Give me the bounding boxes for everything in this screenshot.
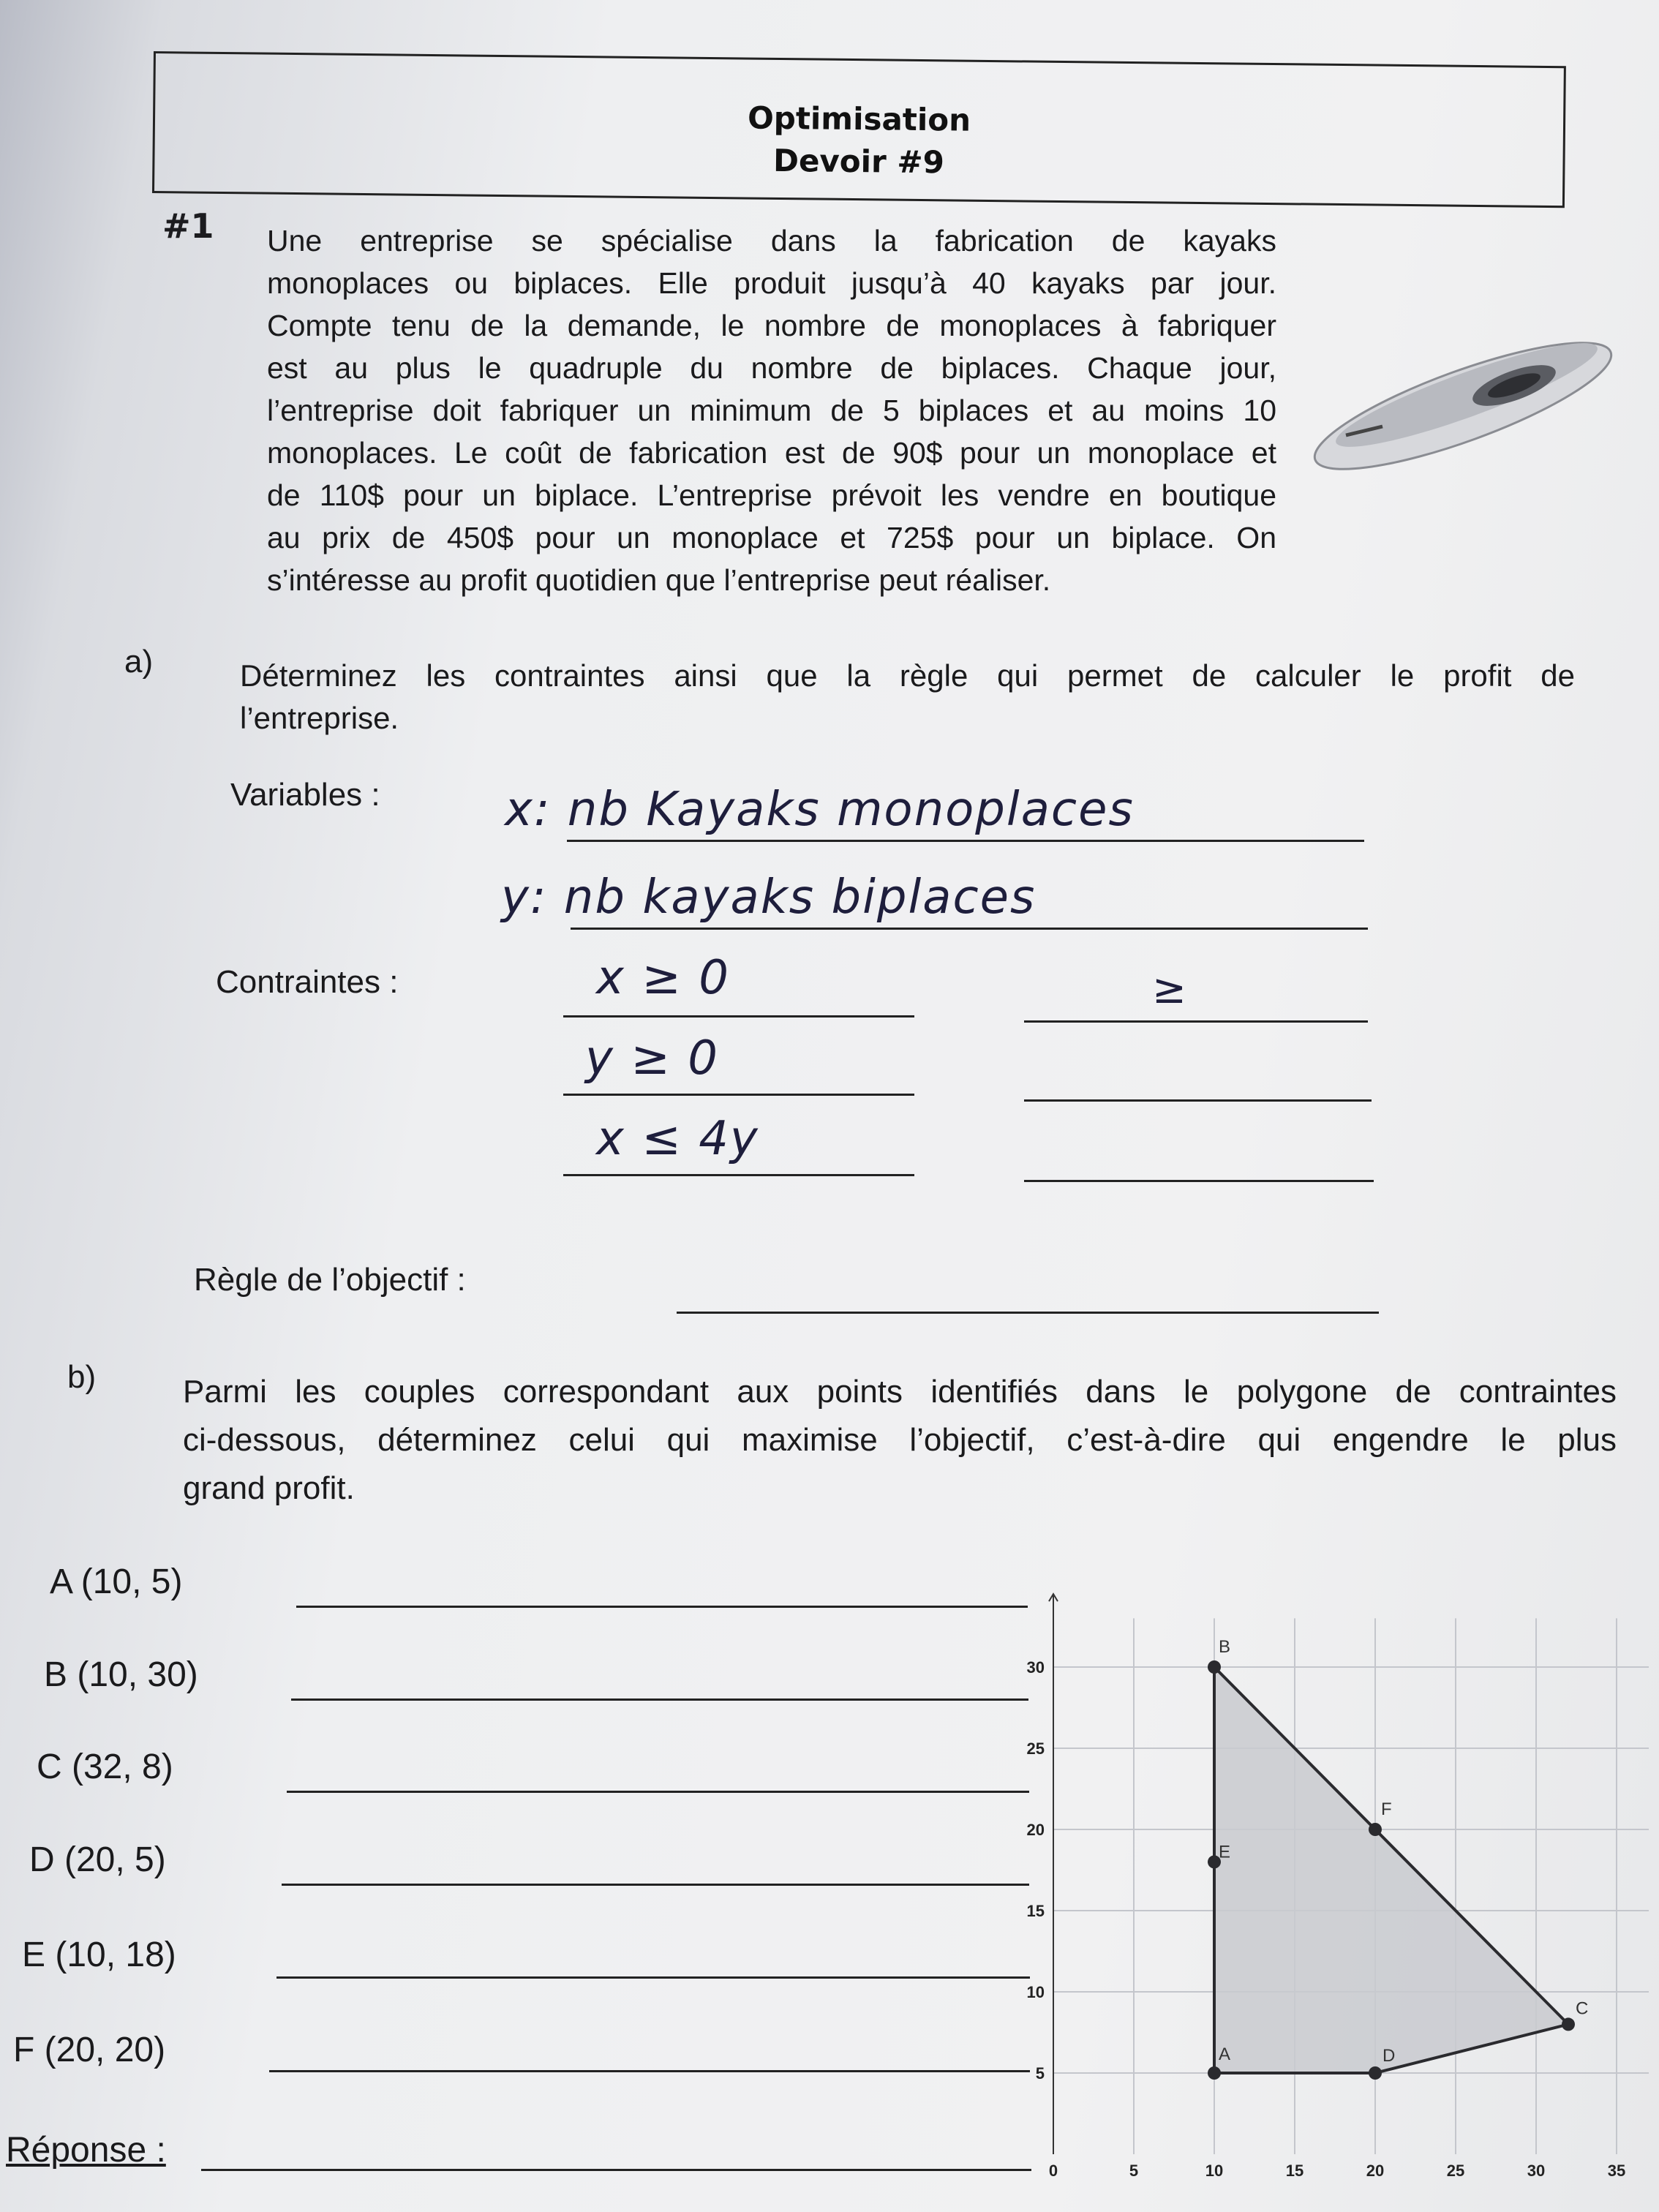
part-b-question-line: ci-dessous, déterminez celui qui maximise l’objectif, c’est-à-dire qui engendre le plus: [183, 1422, 1617, 1458]
variable-x-answer[interactable]: x: nb Kayaks monoplaces: [505, 783, 1135, 837]
point-label-d: D: [1382, 2046, 1396, 2066]
problem-number: #1: [162, 206, 214, 246]
point-c: [1562, 2017, 1575, 2031]
chart-polygon: [1214, 1667, 1568, 2073]
point-label-f: F: [1381, 1799, 1392, 1819]
y-tick-label: 5: [1035, 2064, 1045, 2083]
point-d-label: D (20, 5): [29, 1840, 166, 1879]
constraint-blank: [563, 1174, 914, 1176]
constraint-blank: [563, 1094, 914, 1096]
point-c-label: C (32, 8): [37, 1748, 173, 1786]
point-d-blank[interactable]: [282, 1884, 1029, 1886]
point-label-a: A: [1219, 2044, 1231, 2064]
point-d: [1369, 2066, 1382, 2080]
constraint-blank: [1024, 1099, 1372, 1102]
y-tick-label: 10: [1026, 1983, 1045, 2001]
y-tick-label: 25: [1026, 1739, 1045, 1758]
x-tick-label: 10: [1205, 2162, 1224, 2180]
point-label-b: B: [1219, 1637, 1231, 1657]
point-label-c: C: [1576, 1998, 1589, 2019]
point-f-label: F (20, 20): [13, 2031, 166, 2069]
point-b: [1208, 1660, 1221, 1674]
problem-line: de 110$ pour un biplace. L’entreprise prévoit les vendre en boutique: [267, 478, 1276, 512]
page-title: Optimisation: [747, 99, 971, 138]
variable-y-blank: [571, 928, 1368, 930]
objective-label: Règle de l’objectif :: [194, 1262, 466, 1298]
title-box: [152, 51, 1566, 208]
problem-line: l’entreprise doit fabriquer un minimum de 5 biplaces et au moins 10: [267, 394, 1276, 427]
part-a-question-line: Déterminez les contraintes ainsi que la règle qui permet de calculer le profit de: [240, 658, 1575, 693]
part-a-letter: a): [124, 644, 154, 680]
problem-line: monoplaces. Le coût de fabrication est de 90$ pour un monoplace et: [267, 436, 1276, 470]
problem-line: au prix de 450$ pour un monoplace et 725$ pour un biplace. On: [267, 521, 1276, 554]
constraint-answer-3[interactable]: x ≤ 4y: [596, 1112, 759, 1166]
x-tick-label: 30: [1527, 2162, 1546, 2180]
point-f: [1369, 1823, 1382, 1836]
problem-line: Compte tenu de la demande, le nombre de monoplaces à fabriquer: [267, 309, 1276, 342]
y-tick-label: 30: [1026, 1658, 1045, 1677]
x-tick-label: 5: [1129, 2162, 1139, 2180]
answer-label: Réponse :: [6, 2131, 166, 2170]
part-a-question: [240, 655, 1575, 740]
x-tick-label: 0: [1048, 2162, 1058, 2180]
point-b-label: B (10, 30): [44, 1655, 198, 1694]
point-e-blank[interactable]: [276, 1976, 1030, 1979]
constraint-right-answer-1[interactable]: ≥: [1152, 966, 1188, 1013]
part-b-question: [183, 1368, 1617, 1513]
part-b-question-line: grand profit.: [183, 1470, 355, 1506]
problem-line: s’intéresse au profit quotidien que l’entreprise peut réaliser.: [267, 563, 1051, 597]
point-a: [1208, 2066, 1221, 2080]
point-c-blank[interactable]: [287, 1791, 1029, 1793]
constraint-blank: [1024, 1180, 1374, 1182]
problem-statement: [267, 219, 1276, 601]
x-tick-label: 20: [1366, 2162, 1385, 2180]
page-subtitle: Devoir #9: [772, 142, 945, 181]
chart-axes: [1049, 1594, 1058, 2154]
constraint-polygon-chart: [1024, 1551, 1653, 2194]
objective-blank[interactable]: [677, 1312, 1379, 1314]
constraints-label: Contraintes :: [216, 964, 399, 1000]
point-a-label: A (10, 5): [50, 1562, 183, 1601]
part-b-question-line: Parmi les couples correspondant aux points identifiés dans le polygone de contraintes: [183, 1374, 1617, 1410]
constraint-answer-1[interactable]: x ≥ 0: [596, 951, 730, 1005]
point-e-label: E (10, 18): [22, 1936, 176, 1974]
problem-line: monoplaces ou biplaces. Elle produit jusqu’à 40 kayaks par jour.: [267, 266, 1276, 300]
x-tick-label: 35: [1607, 2162, 1626, 2180]
point-b-blank[interactable]: [291, 1698, 1028, 1701]
problem-line: Une entreprise se spécialise dans la fabrication de kayaks: [267, 224, 1276, 257]
constraint-answer-2[interactable]: y ≥ 0: [585, 1031, 719, 1086]
part-a-question-line: l’entreprise.: [240, 701, 399, 735]
part-b-letter: b): [67, 1359, 97, 1395]
point-label-e: E: [1219, 1842, 1231, 1862]
variable-x-blank: [567, 840, 1364, 842]
problem-line: est au plus le quadruple du nombre de biplaces. Chaque jour,: [267, 351, 1276, 385]
feasible-region-polygon: [1214, 1667, 1568, 2073]
variable-y-answer[interactable]: y: nb kayaks biplaces: [501, 870, 1037, 925]
point-f-blank[interactable]: [269, 2070, 1030, 2072]
answer-blank[interactable]: [201, 2169, 1031, 2171]
variables-label: Variables :: [230, 777, 380, 813]
y-tick-label: 15: [1026, 1902, 1045, 1920]
x-tick-label: 15: [1285, 2162, 1304, 2180]
point-a-blank[interactable]: [296, 1606, 1028, 1608]
constraint-blank: [563, 1015, 914, 1017]
kayak-illustration: [1302, 333, 1624, 479]
constraint-blank: [1024, 1020, 1368, 1023]
x-tick-label: 25: [1446, 2162, 1465, 2180]
y-tick-label: 20: [1026, 1821, 1045, 1839]
